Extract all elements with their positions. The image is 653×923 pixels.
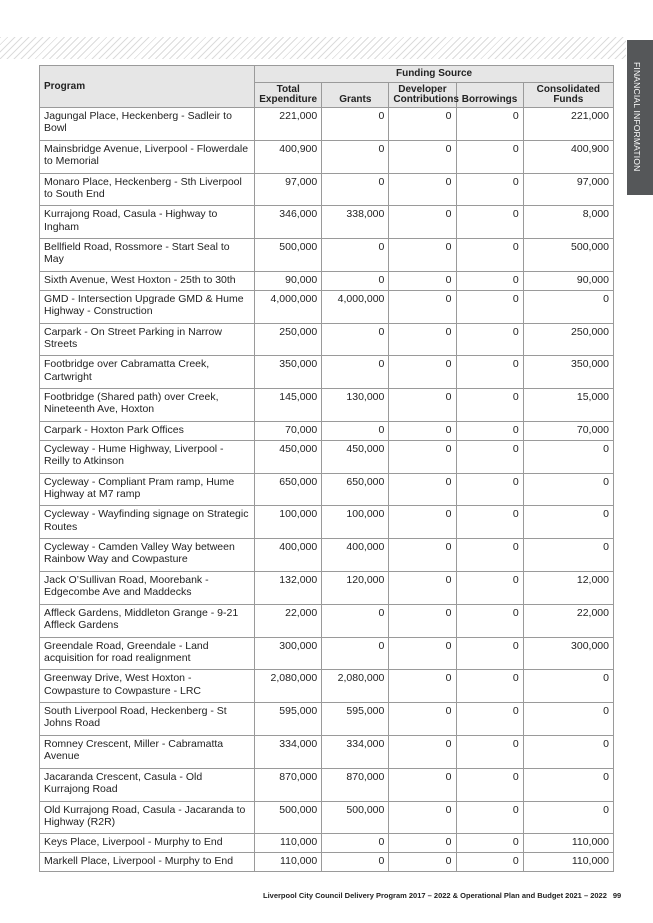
borrowings-cell: 0 [456, 239, 523, 272]
grants-cell: 0 [322, 271, 389, 290]
consolidated-funds-cell: 250,000 [523, 323, 613, 356]
consolidated-funds-cell: 0 [523, 506, 613, 539]
borrowings-cell: 0 [456, 173, 523, 206]
developer-contributions-cell: 0 [389, 853, 456, 872]
table-row [40, 703, 614, 736]
borrowings-header: Borrowings [456, 83, 523, 108]
borrowings-cell: 0 [456, 637, 523, 670]
developer-contributions-cell: 0 [389, 637, 456, 670]
grants-cell: 870,000 [322, 768, 389, 801]
grants-cell: 400,000 [322, 539, 389, 572]
funding-table-body [40, 108, 614, 872]
total-expenditure-cell: 2,080,000 [255, 670, 322, 703]
total-expenditure-cell: 132,000 [255, 571, 322, 604]
developer-contributions-cell: 0 [389, 703, 456, 736]
consolidated-funds-cell: 0 [523, 473, 613, 506]
developer-contributions-cell: 0 [389, 571, 456, 604]
consolidated-funds-cell: 300,000 [523, 637, 613, 670]
consolidated-funds-cell: 0 [523, 290, 613, 323]
consolidated-funds-cell: 0 [523, 539, 613, 572]
total-expenditure-cell: 500,000 [255, 801, 322, 834]
borrowings-cell: 0 [456, 539, 523, 572]
program-cell: Kurrajong Road, Casula - Highway to Ingham [40, 206, 255, 239]
program-column-header: Program [40, 66, 255, 108]
total-expenditure-cell: 346,000 [255, 206, 322, 239]
program-cell: Markell Place, Liverpool - Murphy to End [40, 853, 255, 872]
borrowings-cell: 0 [456, 735, 523, 768]
developer-contributions-cell: 0 [389, 440, 456, 473]
grants-cell: 0 [322, 834, 389, 853]
grants-cell: 130,000 [322, 389, 389, 422]
developer-contributions-cell: 0 [389, 421, 456, 440]
grants-cell: 4,000,000 [322, 290, 389, 323]
borrowings-cell: 0 [456, 604, 523, 637]
grants-cell: 0 [322, 637, 389, 670]
developer-contributions-cell: 0 [389, 539, 456, 572]
program-cell: Bellfield Road, Rossmore - Start Seal to May [40, 239, 255, 272]
grants-header: Grants [322, 83, 389, 108]
program-cell: Cycleway - Camden Valley Way between Rainbow Way and Cowpasture [40, 539, 255, 572]
page-number: 99 [612, 891, 622, 900]
program-cell: Footbridge (Shared path) over Creek, Nineteenth Ave, Hoxton [40, 389, 255, 422]
table-row [40, 206, 614, 239]
borrowings-cell: 0 [456, 440, 523, 473]
table-row [40, 670, 614, 703]
consolidated-funds-cell: 110,000 [523, 834, 613, 853]
consolidated-funds-header: Consolidated Funds [523, 83, 613, 108]
total-expenditure-cell: 221,000 [255, 108, 322, 141]
total-expenditure-cell: 650,000 [255, 473, 322, 506]
grants-cell: 0 [322, 173, 389, 206]
borrowings-cell: 0 [456, 571, 523, 604]
grants-cell: 500,000 [322, 801, 389, 834]
developer-contributions-cell: 0 [389, 801, 456, 834]
developer-contributions-cell: 0 [389, 506, 456, 539]
total-expenditure-cell: 450,000 [255, 440, 322, 473]
funding-source-header: Funding Source [255, 66, 614, 83]
total-expenditure-cell: 300,000 [255, 637, 322, 670]
borrowings-cell: 0 [456, 421, 523, 440]
table-row [40, 735, 614, 768]
program-cell: Monaro Place, Heckenberg - Sth Liverpool to South End [40, 173, 255, 206]
grants-cell: 0 [322, 356, 389, 389]
borrowings-cell: 0 [456, 108, 523, 141]
developer-contributions-cell: 0 [389, 140, 456, 173]
borrowings-cell: 0 [456, 356, 523, 389]
borrowings-cell: 0 [456, 768, 523, 801]
program-cell: Cycleway - Hume Highway, Liverpool - Reilly to Atkinson [40, 440, 255, 473]
developer-contributions-cell: 0 [389, 173, 456, 206]
table-row [40, 290, 614, 323]
total-expenditure-cell: 145,000 [255, 389, 322, 422]
consolidated-funds-cell: 0 [523, 440, 613, 473]
borrowings-cell: 0 [456, 853, 523, 872]
table-row [40, 440, 614, 473]
table-row [40, 768, 614, 801]
developer-contributions-cell: 0 [389, 323, 456, 356]
program-cell: Greenway Drive, West Hoxton - Cowpasture to Cowpasture - LRC [40, 670, 255, 703]
borrowings-cell: 0 [456, 670, 523, 703]
consolidated-funds-cell: 90,000 [523, 271, 613, 290]
borrowings-cell: 0 [456, 801, 523, 834]
consolidated-funds-cell: 0 [523, 735, 613, 768]
table-row [40, 834, 614, 853]
consolidated-funds-cell: 97,000 [523, 173, 613, 206]
consolidated-funds-cell: 70,000 [523, 421, 613, 440]
consolidated-funds-cell: 0 [523, 801, 613, 834]
grants-cell: 0 [322, 108, 389, 141]
grants-cell: 0 [322, 140, 389, 173]
table-row [40, 356, 614, 389]
developer-contributions-cell: 0 [389, 206, 456, 239]
total-expenditure-cell: 400,000 [255, 539, 322, 572]
table-row [40, 421, 614, 440]
program-cell: Mainsbridge Avenue, Liverpool - Flowerdale to Memorial [40, 140, 255, 173]
developer-contributions-cell: 0 [389, 768, 456, 801]
developer-contributions-cell: 0 [389, 735, 456, 768]
table-row [40, 108, 614, 141]
consolidated-funds-cell: 0 [523, 768, 613, 801]
table-row [40, 323, 614, 356]
program-cell: Old Kurrajong Road, Casula - Jacaranda to Highway (R2R) [40, 801, 255, 834]
program-cell: Footbridge over Cabramatta Creek, Cartwright [40, 356, 255, 389]
grants-cell: 100,000 [322, 506, 389, 539]
developer-contributions-cell: 0 [389, 108, 456, 141]
total-expenditure-cell: 110,000 [255, 834, 322, 853]
developer-contributions-cell: 0 [389, 834, 456, 853]
total-expenditure-cell: 110,000 [255, 853, 322, 872]
table-row [40, 801, 614, 834]
developer-contributions-cell: 0 [389, 290, 456, 323]
decorative-hatch-band [0, 37, 626, 59]
developer-contributions-cell: 0 [389, 271, 456, 290]
consolidated-funds-cell: 12,000 [523, 571, 613, 604]
consolidated-funds-cell: 15,000 [523, 389, 613, 422]
grants-cell: 0 [322, 239, 389, 272]
consolidated-funds-cell: 8,000 [523, 206, 613, 239]
borrowings-cell: 0 [456, 506, 523, 539]
grants-cell: 2,080,000 [322, 670, 389, 703]
program-cell: Carpark - On Street Parking in Narrow Streets [40, 323, 255, 356]
total-expenditure-cell: 90,000 [255, 271, 322, 290]
borrowings-cell: 0 [456, 271, 523, 290]
borrowings-cell: 0 [456, 290, 523, 323]
program-cell: Sixth Avenue, West Hoxton - 25th to 30th [40, 271, 255, 290]
grants-cell: 120,000 [322, 571, 389, 604]
borrowings-cell: 0 [456, 206, 523, 239]
program-cell: Jacaranda Crescent, Casula - Old Kurrajong Road [40, 768, 255, 801]
footer-document-title: Liverpool City Council Delivery Program 2017 – 2022 & Operational Plan and Budget 2021 – 2022 [263, 891, 607, 900]
table-row [40, 637, 614, 670]
developer-contributions-cell: 0 [389, 239, 456, 272]
grants-cell: 0 [322, 853, 389, 872]
consolidated-funds-cell: 400,900 [523, 140, 613, 173]
table-row [40, 571, 614, 604]
consolidated-funds-cell: 0 [523, 670, 613, 703]
table-row [40, 853, 614, 872]
grants-cell: 650,000 [322, 473, 389, 506]
developer-contributions-cell: 0 [389, 356, 456, 389]
developer-contributions-cell: 0 [389, 389, 456, 422]
table-row [40, 389, 614, 422]
table-row [40, 173, 614, 206]
consolidated-funds-cell: 350,000 [523, 356, 613, 389]
total-expenditure-cell: 97,000 [255, 173, 322, 206]
total-expenditure-header: Total Expenditure [255, 83, 322, 108]
grants-cell: 450,000 [322, 440, 389, 473]
program-cell: Cycleway - Compliant Pram ramp, Hume Highway at M7 ramp [40, 473, 255, 506]
program-cell: Cycleway - Wayfinding signage on Strategic Routes [40, 506, 255, 539]
grants-cell: 595,000 [322, 703, 389, 736]
grants-cell: 0 [322, 421, 389, 440]
program-cell: Greendale Road, Greendale - Land acquisition for road realignment [40, 637, 255, 670]
total-expenditure-cell: 870,000 [255, 768, 322, 801]
table-row [40, 140, 614, 173]
developer-contributions-cell: 0 [389, 670, 456, 703]
developer-contributions-header: Developer Contributions [389, 83, 456, 108]
table-row [40, 239, 614, 272]
table-row [40, 604, 614, 637]
developer-contributions-cell: 0 [389, 473, 456, 506]
borrowings-cell: 0 [456, 389, 523, 422]
program-cell: South Liverpool Road, Heckenberg - St Johns Road [40, 703, 255, 736]
total-expenditure-cell: 70,000 [255, 421, 322, 440]
consolidated-funds-cell: 500,000 [523, 239, 613, 272]
borrowings-cell: 0 [456, 473, 523, 506]
borrowings-cell: 0 [456, 834, 523, 853]
total-expenditure-cell: 100,000 [255, 506, 322, 539]
borrowings-cell: 0 [456, 323, 523, 356]
consolidated-funds-cell: 110,000 [523, 853, 613, 872]
grants-cell: 338,000 [322, 206, 389, 239]
total-expenditure-cell: 334,000 [255, 735, 322, 768]
table-row [40, 473, 614, 506]
consolidated-funds-cell: 221,000 [523, 108, 613, 141]
table-row [40, 539, 614, 572]
table-row [40, 506, 614, 539]
consolidated-funds-cell: 22,000 [523, 604, 613, 637]
program-cell: Affleck Gardens, Middleton Grange - 9-21 Affleck Gardens [40, 604, 255, 637]
table-row [40, 271, 614, 290]
total-expenditure-cell: 595,000 [255, 703, 322, 736]
total-expenditure-cell: 500,000 [255, 239, 322, 272]
total-expenditure-cell: 350,000 [255, 356, 322, 389]
developer-contributions-cell: 0 [389, 604, 456, 637]
borrowings-cell: 0 [456, 140, 523, 173]
section-side-tab[interactable] [627, 40, 653, 195]
grants-cell: 0 [322, 323, 389, 356]
program-cell: GMD - Intersection Upgrade GMD & Hume Highway - Construction [40, 290, 255, 323]
grants-cell: 334,000 [322, 735, 389, 768]
total-expenditure-cell: 400,900 [255, 140, 322, 173]
section-side-tab-label: FINANCIAL INFORMATION [632, 62, 642, 172]
total-expenditure-cell: 250,000 [255, 323, 322, 356]
program-cell: Jack O’Sullivan Road, Moorebank -Edgecombe Ave and Maddecks [40, 571, 255, 604]
program-cell: Romney Crescent, Miller - Cabramatta Avenue [40, 735, 255, 768]
consolidated-funds-cell: 0 [523, 703, 613, 736]
program-cell: Jagungal Place, Heckenberg - Sadleir to Bowl [40, 108, 255, 141]
program-cell: Carpark - Hoxton Park Offices [40, 421, 255, 440]
total-expenditure-cell: 22,000 [255, 604, 322, 637]
borrowings-cell: 0 [456, 703, 523, 736]
total-expenditure-cell: 4,000,000 [255, 290, 322, 323]
grants-cell: 0 [322, 604, 389, 637]
program-cell: Keys Place, Liverpool - Murphy to End [40, 834, 255, 853]
funding-table [39, 65, 614, 872]
page-footer [263, 891, 621, 900]
